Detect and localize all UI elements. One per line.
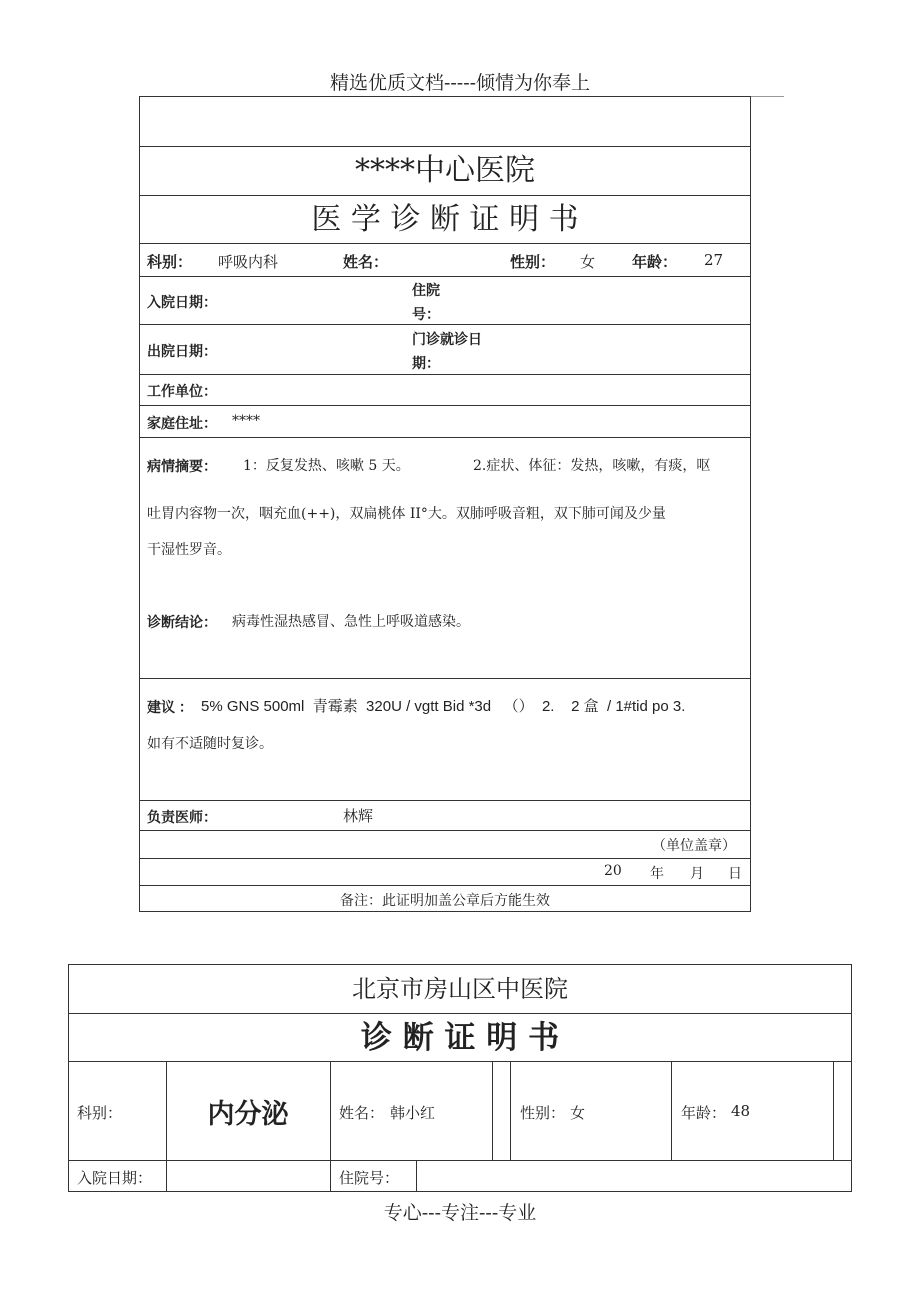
c1-date-year-label: 年 [650, 866, 664, 882]
c1-inpatient-label-2: 号： [412, 306, 440, 322]
c1-outpatient-label: 门诊就诊日 [412, 331, 482, 347]
c1-line [139, 437, 751, 438]
c1-dept-value: 呼吸内科 [218, 253, 279, 271]
c2-dept-value: 内分泌 [207, 1099, 289, 1129]
c1-stamp-text: （单位盖章） [652, 838, 736, 854]
c1-admit-label: 入院日期： [147, 294, 217, 310]
c2-admit-label: 入院日期： [77, 1169, 153, 1187]
c1-summary-text: 干湿性罗音。 [147, 542, 231, 558]
c1-document-title: 医 学 诊 断 证 明 书 [311, 202, 579, 237]
c1-advice-text: 5% GNS 500ml 青霉素 320U / vgtt Bid *3d （） 2. 2 盒 / 1#tid po 3. [201, 698, 686, 715]
c1-sex-value: 女 [580, 253, 596, 271]
c2-line [68, 1013, 852, 1014]
c1-age-value: 27 [704, 251, 724, 269]
c1-address-value: **** [232, 413, 260, 429]
c1-diagnosis-value: 病毒性湿热感冒、急性上呼吸道感染。 [232, 614, 470, 630]
c1-advice-text: 如有不适随时复诊。 [147, 736, 273, 752]
c1-work-label: 工作单位： [147, 383, 217, 399]
c2-line [68, 964, 852, 965]
c1-hospital-name: ****中心医院 [355, 153, 535, 188]
c1-name-label: 姓名： [343, 254, 389, 271]
c1-line [139, 374, 751, 375]
c1-doctor-label: 负责医师： [147, 809, 217, 825]
c2-col-line [833, 1061, 834, 1161]
c1-dept-label: 科别： [147, 254, 193, 271]
c2-name-label: 姓名： [339, 1104, 385, 1122]
c2-document-title: 诊 断 证 明 书 [360, 1020, 560, 1056]
c1-summary-text: 1：反复发热、咳嗽 5 天。 [243, 458, 410, 474]
c2-sex-value: 女 [570, 1104, 586, 1122]
c1-discharge-label: 出院日期： [147, 343, 217, 359]
c1-date-year: 20 [604, 863, 622, 879]
c1-line [139, 96, 751, 97]
c2-col-line [492, 1061, 493, 1161]
c2-line [68, 1061, 852, 1062]
c2-line [68, 1160, 852, 1161]
c1-date-day-label: 日 [728, 866, 742, 882]
c1-line [139, 678, 751, 679]
c2-name-value: 韩小红 [390, 1104, 436, 1122]
c1-doctor-value: 林辉 [343, 808, 374, 825]
c1-inpatient-label: 住院 [412, 282, 440, 298]
c1-note: 备注：此证明加盖公章后方能生效 [340, 893, 550, 909]
c1-summary-label: 病情摘要： [147, 458, 217, 474]
header-rule [750, 96, 784, 97]
page-footer: 专心---专注---专业 [383, 1202, 537, 1224]
c1-line [139, 146, 751, 147]
c1-sex-label: 性别： [510, 254, 556, 271]
c1-line [139, 830, 751, 831]
c1-address-label: 家庭住址： [147, 415, 217, 431]
c2-age-label: 年龄： [681, 1104, 727, 1122]
c1-diagnosis-label: 诊断结论： [147, 614, 217, 630]
c1-line [139, 276, 751, 277]
c1-line [139, 911, 751, 912]
c2-sex-label: 性别： [520, 1104, 566, 1122]
c2-col-line [416, 1160, 417, 1192]
c1-summary-text: 吐胃内容物一次，咽充血(++)，双扁桃体 II°大。双肺呼吸音粗，双下肺可闻及少量 [147, 506, 666, 522]
page-header: 精选优质文档-----倾情为你奉上 [329, 72, 591, 94]
c2-col-line [510, 1061, 511, 1161]
c1-line [139, 405, 751, 406]
c2-hospital-name: 北京市房山区中医院 [352, 975, 568, 1003]
c2-col-line [330, 1061, 331, 1192]
c1-outpatient-label-2: 期： [412, 355, 440, 371]
c2-dept-label: 科别： [77, 1104, 123, 1122]
c1-line [139, 800, 751, 801]
c1-advice-label: 建议 ： [147, 699, 193, 715]
c1-line [139, 195, 751, 196]
c1-line [139, 858, 751, 859]
c1-date-month-label: 月 [690, 866, 704, 882]
c1-summary-text: 2.症状、体征：发热，咳嗽，有痰，呕 [473, 458, 711, 474]
c2-age-value: 48 [731, 1102, 751, 1120]
c1-line [139, 885, 751, 886]
c2-col-line [671, 1061, 672, 1161]
c2-line [68, 1191, 852, 1192]
c1-line [139, 324, 751, 325]
c2-inpatient-label: 住院号： [339, 1169, 400, 1187]
c1-line [139, 243, 751, 244]
c1-age-label: 年龄： [632, 254, 678, 271]
